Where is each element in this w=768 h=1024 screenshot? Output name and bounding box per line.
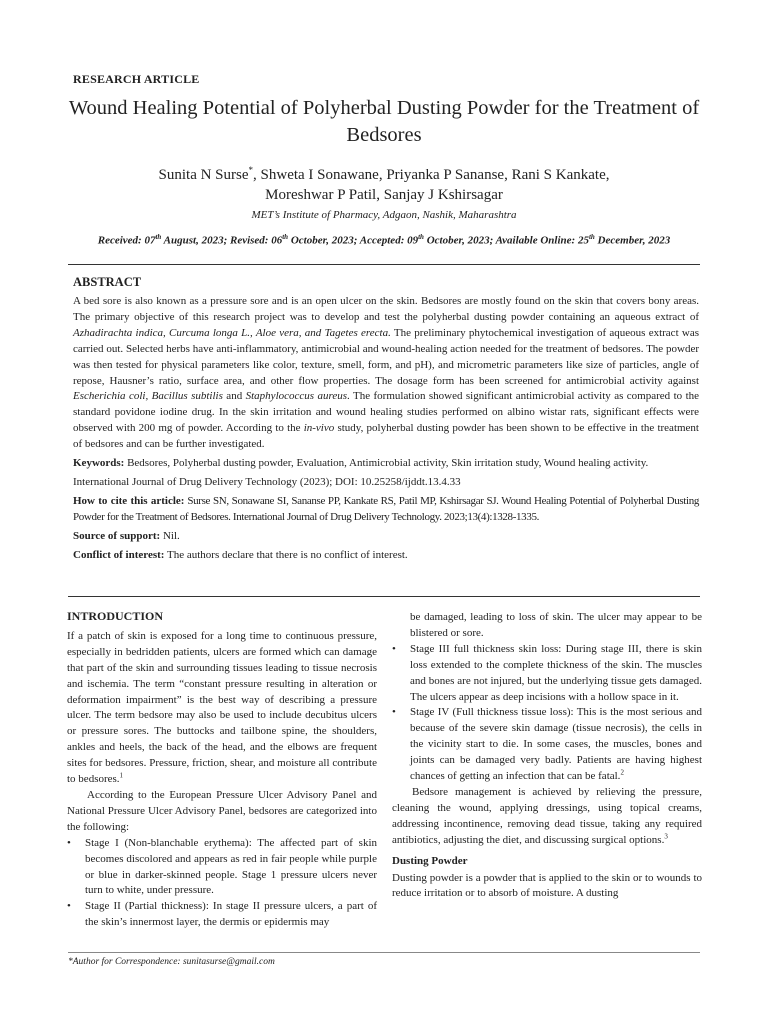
abstract-text: A bed sore is also known as a pressure sore and is an open ulcer on the skin. Bedsores are mostly found on the skin that covers bony areas. The primary objective of this research project was to develop and test the polyherbal dusting powder containing an aqueous extract of Azhadirachta indica, Curcuma longa L., Aloe vera, and Tagetes erecta. The preliminary phytochemical investigation of aqueous extract was carried out. Selected herbs have anti-inflammatory, antimicrobial and wound-healing action needed for the treatment of bedsores. The powder was then tested for physical parameters like color, texture, smell, form, and pH), and micrometric parameters like size of particles, angle of repose, Hausner’s ratio, surface area, and other flow properties. The dosage form has been screened for antimicrobial activity against Escherichia coli, Bacillus subtilis and Staphylococcus aureus. The formulation showed significant antimicrobial activity as compared to the standard povidone iodine drug. In the skin irritation and wound healing studies performed on albino wistar rats, significant effects were observed with 200 mg of powder. According to the in-vivo study, polyherbal dusting powder has been shown to be effective in the treatment of bedsores and can be further investigated. [73,295,700,451]
list-item-stage-1: • Stage I (Non-blanchable erythema): The affected part of skin becomes discolored and appears as red in fair people while purple or blue in darker-skinned people. Stage 1 pressure ulcers never turn to white, under pressure. [67,836,377,900]
list-item-stage-2-continued: be damaged, leading to loss of skin. The ulcer may appear to be blistered or sore. [410,611,702,639]
list-item-stage-2: • Stage II (Partial thickness): In stage II pressure ulcers, a part of the skin’s innermost layer, the dermis or epidermis may [67,899,377,931]
source-of-support: Source of support: Nil. [73,529,180,542]
list-item-stage-4: • Stage IV (Full thickness tissue loss): This is the most serious and because of the severe skin damage (tissue necrosis), the cells in the vicinity start to die. In some cases, the muscles, bones and joints can be damaged very badly. Patients are having highest chances of getting an infection that can be fatal.$^2$ [392,705,702,785]
article-dates: Received: 07th August, 2023; Revised: 06th October, 2023; Accepted: 09th October, 2023; Available Online: 25th December, 2023 [97,233,671,247]
body-column-left [67,609,377,931]
footnote-rule [68,952,700,953]
abstract-bottom-rule [68,596,700,597]
author-corresponding: Sunita N Surse [158,167,249,183]
article-title: Wound Healing Potential of Polyherbal Dusting Powder for the Treatment of Bedsores [68,97,700,146]
author-line-2: Moreshwar P Patil, Sanjay J Kshirsagar [265,187,503,203]
how-to-cite: How to cite this article: Surse SN, Sonawane SI, Sananse PP, Kankate RS, Patil MP, Kshirsagar SJ. Wound Healing Potential of Polyherbal Dusting Powder for the Treatment of Bedsores. International Journal of Drug Delivery Technology. 2023;13(4):1328-1335. [73,494,699,523]
management-paragraph: Bedsore management is achieved by relieving the pressure, cleaning the wound, applying dressings, using topical creams, addressing incontinence, removing dead tissue, taking any required antibiotics, adjusting the diet, and discussing surgical options.$^3$ [392,785,702,846]
author-line-1-rest: , Shweta I Sonawane, Priyanka P Sananse, Rani S Kankate, [253,167,610,183]
intro-paragraph-1: If a patch of skin is exposed for a long time to continuous pressure, especially in bedridden patients, ulcers are formed which can damage that part of the skin and surrounding tissues leading to tissue necrosis and ischemia. The term “constant pressure resulting in alteration or deformation impairment” is the best way of describing a pressure ulcer. The term bedsore may also be used to include decubitus ulcers or pressure sores. The buttocks and tailbone spine, the shoulders, ankles and heels, the back of the head, and the elbows are frequent sites for bedsores. Pressure, friction, shear, and moisture all contribute to bedsores.$^1$ [67,629,377,786]
intro-paragraph-2: According to the European Pressure Ulcer Advisory Panel and National Pressure Ulcer Advisory Panel, bedsores are categorized into the following: [67,788,377,833]
correspondence-footnote: *Author for Correspondence: sunitasurse@gmail.com [68,957,275,967]
corresponding-mark: * [248,165,254,175]
dusting-powder-paragraph: Dusting powder is a powder that is applied to the skin or to wounds to reduce irritation or to absorb of moisture. A dusting [392,871,702,900]
conflict-of-interest: Conflict of interest: The authors declare that there is no conflict of interest. [73,548,408,561]
article-type-label: RESEARCH ARTICLE [73,72,200,86]
stage-list [67,836,377,931]
affiliation: MET’s Institute of Pharmacy, Adgaon, Nashik, Maharashtra [251,209,517,221]
abstract-top-rule [68,264,700,265]
abstract-heading: ABSTRACT [73,275,142,289]
author-line-1 [70,160,698,185]
author-list [70,160,698,205]
list-item-stage-3: • Stage III full thickness skin loss: During stage III, there is skin loss extended to the complete thickness of the skin. The muscles and bones are not injured, but the underlying tissue gets damaged. The ulcers appear as deep incisions with a hollow space in it. [392,642,702,706]
stage-list-continued [392,610,702,785]
keywords: Keywords: Bedsores, Polyherbal dusting powder, Evaluation, Antimicrobial activity, Skin irritation study, Wound healing activity. [73,457,649,470]
abstract-body [73,294,699,567]
subsection-heading-dusting-powder: Dusting Powder [392,854,468,867]
body-column-right [392,610,702,902]
section-heading-introduction: INTRODUCTION [67,609,164,623]
journal-doi: International Journal of Drug Delivery Technology (2023); DOI: 10.25258/ijddt.13.4.33 [73,475,461,488]
